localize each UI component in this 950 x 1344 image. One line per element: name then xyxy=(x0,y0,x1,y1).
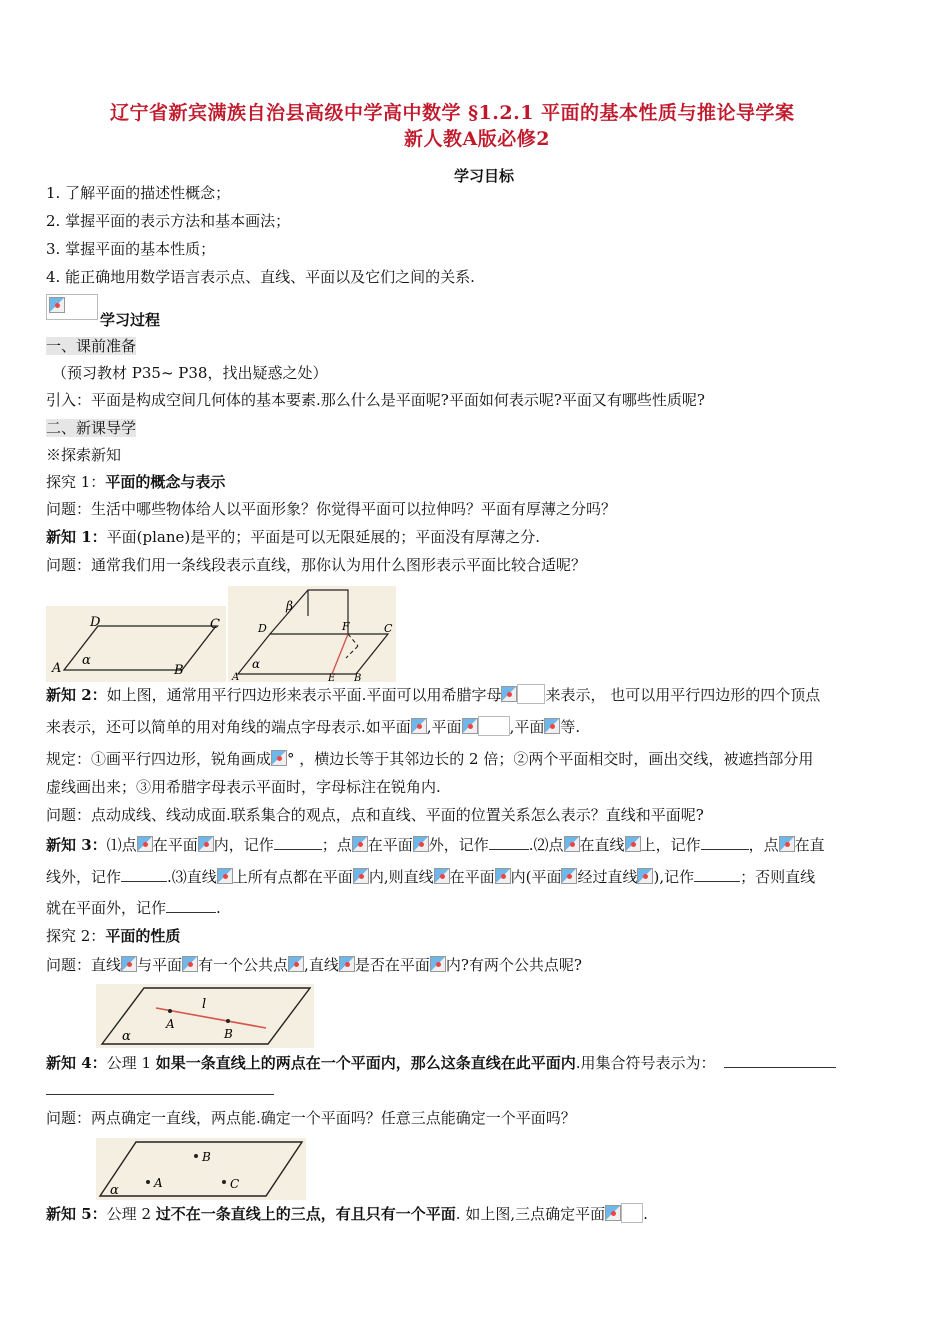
axiom1-statement: 如果一条直线上的两点在一个平面内，那么这条直线在此平面内 xyxy=(155,1054,576,1072)
answer-blank[interactable] xyxy=(274,835,322,850)
nk3-text: ；否则直线 xyxy=(740,868,816,886)
figure-line-in-plane xyxy=(96,984,314,1048)
inquiry2-title: 平面的性质 xyxy=(105,927,181,945)
newknowledge2-text-a: 如上图，通常用平行四边形来表示平面.平面可以用希腊字母 xyxy=(106,686,502,704)
q4-text: 内?有两个公共点呢? xyxy=(445,956,582,974)
fig2-label-e: E xyxy=(328,673,336,682)
answer-blank[interactable] xyxy=(724,1053,836,1068)
nk3-text: 线外，记作 xyxy=(46,868,122,886)
image-placeholder-icon xyxy=(462,718,478,734)
nk3-text: 外，记作 xyxy=(428,836,489,854)
newknowledge2-text-f: 等. xyxy=(560,718,581,736)
figure-three-points-plane xyxy=(96,1138,306,1200)
fig1-label-a: A xyxy=(52,661,62,676)
title-line-2: 新人教A版必修2 xyxy=(404,128,550,150)
section-heading-prep: 一、课前准备 xyxy=(46,337,137,355)
figure-intersecting-planes xyxy=(228,586,396,682)
fig2-label-alpha: α xyxy=(252,657,261,671)
explore-label: ※探索新知 xyxy=(46,446,122,464)
rule-text-c: 虚线画出来；③用希腊字母表示平面时，字母标注在锐角内. xyxy=(46,778,441,796)
inquiry1-title: 平面的概念与表示 xyxy=(105,473,226,491)
image-placeholder-icon xyxy=(501,686,517,702)
newknowledge2-text-d: ,平面 xyxy=(426,718,462,736)
fig3-label-a: A xyxy=(166,1017,175,1031)
newknowledge1-label: 新知 1： xyxy=(46,528,107,546)
answer-blank[interactable] xyxy=(166,898,216,913)
blank-box xyxy=(621,1203,643,1223)
axiom2-tail: . 如上图,三点确定平面 xyxy=(455,1205,606,1223)
axiom2-label: 公理 2 xyxy=(106,1205,156,1223)
rule-text-a: 规定：①画平行四边形，锐角画成 xyxy=(46,750,272,768)
image-placeholder-icon xyxy=(271,750,287,766)
nk3-text: .⑵点 xyxy=(528,836,564,854)
axiom2-statement: 过不在一条直线上的三点，有且只有一个平面 xyxy=(155,1205,456,1223)
answer-blank[interactable] xyxy=(701,835,749,850)
image-placeholder-icon xyxy=(339,956,355,972)
question-3: 问题：点动成线、线动成面.联系集合的观点，点和直线、平面的位置关系怎么表示？直线和平面呢? xyxy=(46,806,704,824)
fig2-label-d: D xyxy=(258,622,267,635)
nk3-text: 在平面 xyxy=(367,836,413,854)
image-placeholder-icon xyxy=(544,718,560,734)
nk3-text: 上所有点都在平面 xyxy=(232,868,353,886)
nk3-text: 在直线 xyxy=(579,836,625,854)
answer-blank[interactable] xyxy=(489,835,529,850)
image-placeholder-icon xyxy=(561,868,577,884)
fig2-label-b: B xyxy=(354,673,362,682)
nk3-text: 内(平面 xyxy=(510,868,562,886)
image-placeholder-icon xyxy=(137,836,153,852)
nk3-text: 在平面 xyxy=(152,836,198,854)
newknowledge2-text-c: 来表示，还可以简单的用对角线的端点字母表示.如平面 xyxy=(46,718,411,736)
fig1-label-d: D xyxy=(90,615,101,630)
nk3-text: 内，记作 xyxy=(213,836,274,854)
q4-text: 与平面 xyxy=(137,956,183,974)
goals-heading: 学习目标 xyxy=(454,167,515,185)
inquiry2-label: 探究 2： xyxy=(46,927,106,945)
fig2-label-f: F xyxy=(342,620,350,633)
image-placeholder-icon xyxy=(430,956,446,972)
image-placeholder-icon xyxy=(495,868,511,884)
nk3-text: ，点 xyxy=(748,836,779,854)
fig3-label-alpha: α xyxy=(122,1029,131,1044)
image-placeholder-icon xyxy=(637,868,653,884)
axiom2-end: . xyxy=(643,1205,648,1223)
section-heading-newlesson: 二、新课导学 xyxy=(46,419,137,437)
fig2-label-beta: β xyxy=(286,599,293,613)
goal-item: 4. 能正确地用数学语言表示点、直线、平面以及它们之间的关系. xyxy=(46,268,475,286)
image-placeholder-icon xyxy=(625,836,641,852)
image-placeholder-icon xyxy=(121,956,137,972)
newknowledge2-text-e: ,平面 xyxy=(509,718,545,736)
newknowledge4-label: 新知 4： xyxy=(46,1054,107,1072)
nk3-text: . xyxy=(216,899,221,917)
nk3-text: 在直 xyxy=(794,836,825,854)
image-placeholder-icon xyxy=(46,294,98,320)
q4-text: 有一个公共点 xyxy=(198,956,289,974)
q4-text: 问题：直线 xyxy=(46,956,122,974)
image-placeholder-icon xyxy=(434,868,450,884)
fig3-label-b: B xyxy=(224,1027,233,1041)
fig1-label-b: B xyxy=(174,663,184,678)
newknowledge3-label: 新知 3： xyxy=(46,836,107,854)
q4-text: ,直线 xyxy=(304,956,339,974)
blank-box xyxy=(517,684,545,704)
rule-text-b: ° ，横边长等于其邻边长的 2 倍；②两个平面相交时，画出交线，被遮挡部分用 xyxy=(287,750,814,768)
inquiry1-label: 探究 1： xyxy=(46,473,106,491)
nk3-text: 就在平面外，记作 xyxy=(46,899,167,917)
goal-item: 1. 了解平面的描述性概念； xyxy=(46,184,231,202)
blank-box xyxy=(478,716,510,736)
answer-blank-continuation[interactable] xyxy=(46,1094,274,1095)
image-placeholder-icon xyxy=(779,836,795,852)
fig1-label-c: C xyxy=(210,617,220,632)
nk3-text: ⑴点 xyxy=(106,836,137,854)
answer-blank[interactable] xyxy=(121,867,167,882)
fig1-label-alpha: α xyxy=(82,653,91,668)
image-placeholder-icon xyxy=(411,718,427,734)
answer-blank[interactable] xyxy=(694,867,740,882)
question-1: 问题：生活中哪些物体给人以平面形象？你觉得平面可以拉伸吗？平面有厚薄之分吗？ xyxy=(46,500,617,518)
image-placeholder-icon xyxy=(564,836,580,852)
nk3-text: .⑶直线 xyxy=(167,868,217,886)
question-2: 问题：通常我们用一条线段表示直线，那你认为用什么图形表示平面比较合适呢？ xyxy=(46,556,587,574)
fig4-label-b: B xyxy=(202,1150,211,1164)
question-5: 问题：两点确定一直线，两点能.确定一个平面吗？任意三点能确定一个平面吗？ xyxy=(46,1109,576,1127)
preview-note: （预习教材 P35~ P38，找出疑惑之处） xyxy=(52,364,328,382)
image-placeholder-icon xyxy=(352,836,368,852)
fig4-label-c: C xyxy=(230,1177,240,1191)
axiom1-label: 公理 1 xyxy=(106,1054,156,1072)
fig2-label-c: C xyxy=(384,622,393,635)
image-placeholder-icon xyxy=(217,868,233,884)
nk3-text: 上，记作 xyxy=(640,836,701,854)
newknowledge2-text-b: 来表示， 也可以用平行四边形的四个顶点 xyxy=(545,686,821,704)
axiom1-tail: .用集合符号表示为： xyxy=(575,1054,716,1072)
goal-item: 3. 掌握平面的基本性质； xyxy=(46,240,216,258)
image-placeholder-icon xyxy=(182,956,198,972)
nk3-text: 经过直线 xyxy=(577,868,638,886)
image-placeholder-icon xyxy=(198,836,214,852)
fig3-label-l: l xyxy=(202,997,207,1012)
newknowledge2-label: 新知 2： xyxy=(46,686,107,704)
process-heading: 学习过程 xyxy=(100,311,161,329)
nk3-text: 在平面 xyxy=(449,868,495,886)
image-placeholder-icon xyxy=(353,868,369,884)
title-line-1: 辽宁省新宾满族自治县高级中学高中数学 §1.2.1 平面的基本性质与推论导学案 xyxy=(110,102,795,124)
fig4-label-alpha: α xyxy=(110,1183,119,1198)
fig4-label-a: A xyxy=(154,1176,163,1190)
q4-text: 是否在平面 xyxy=(354,956,430,974)
goal-item: 2. 掌握平面的表示方法和基本画法； xyxy=(46,212,291,230)
nk3-text: ；点 xyxy=(321,836,352,854)
image-placeholder-icon xyxy=(605,1205,621,1221)
intro-text: 引入：平面是构成空间几何体的基本要素.那么什么是平面呢?平面如何表示呢?平面又有哪些性质呢? xyxy=(46,391,705,409)
fig2-label-a: A xyxy=(232,672,240,682)
image-placeholder-icon xyxy=(413,836,429,852)
newknowledge1-text: 平面(plane)是平的；平面是可以无限延展的；平面没有厚薄之分. xyxy=(106,528,541,546)
figure-parallelogram xyxy=(46,606,226,682)
nk3-text: 内,则直线 xyxy=(368,868,434,886)
nk3-text: ),记作 xyxy=(653,868,695,886)
newknowledge5-label: 新知 5： xyxy=(46,1205,107,1223)
image-placeholder-icon xyxy=(288,956,304,972)
